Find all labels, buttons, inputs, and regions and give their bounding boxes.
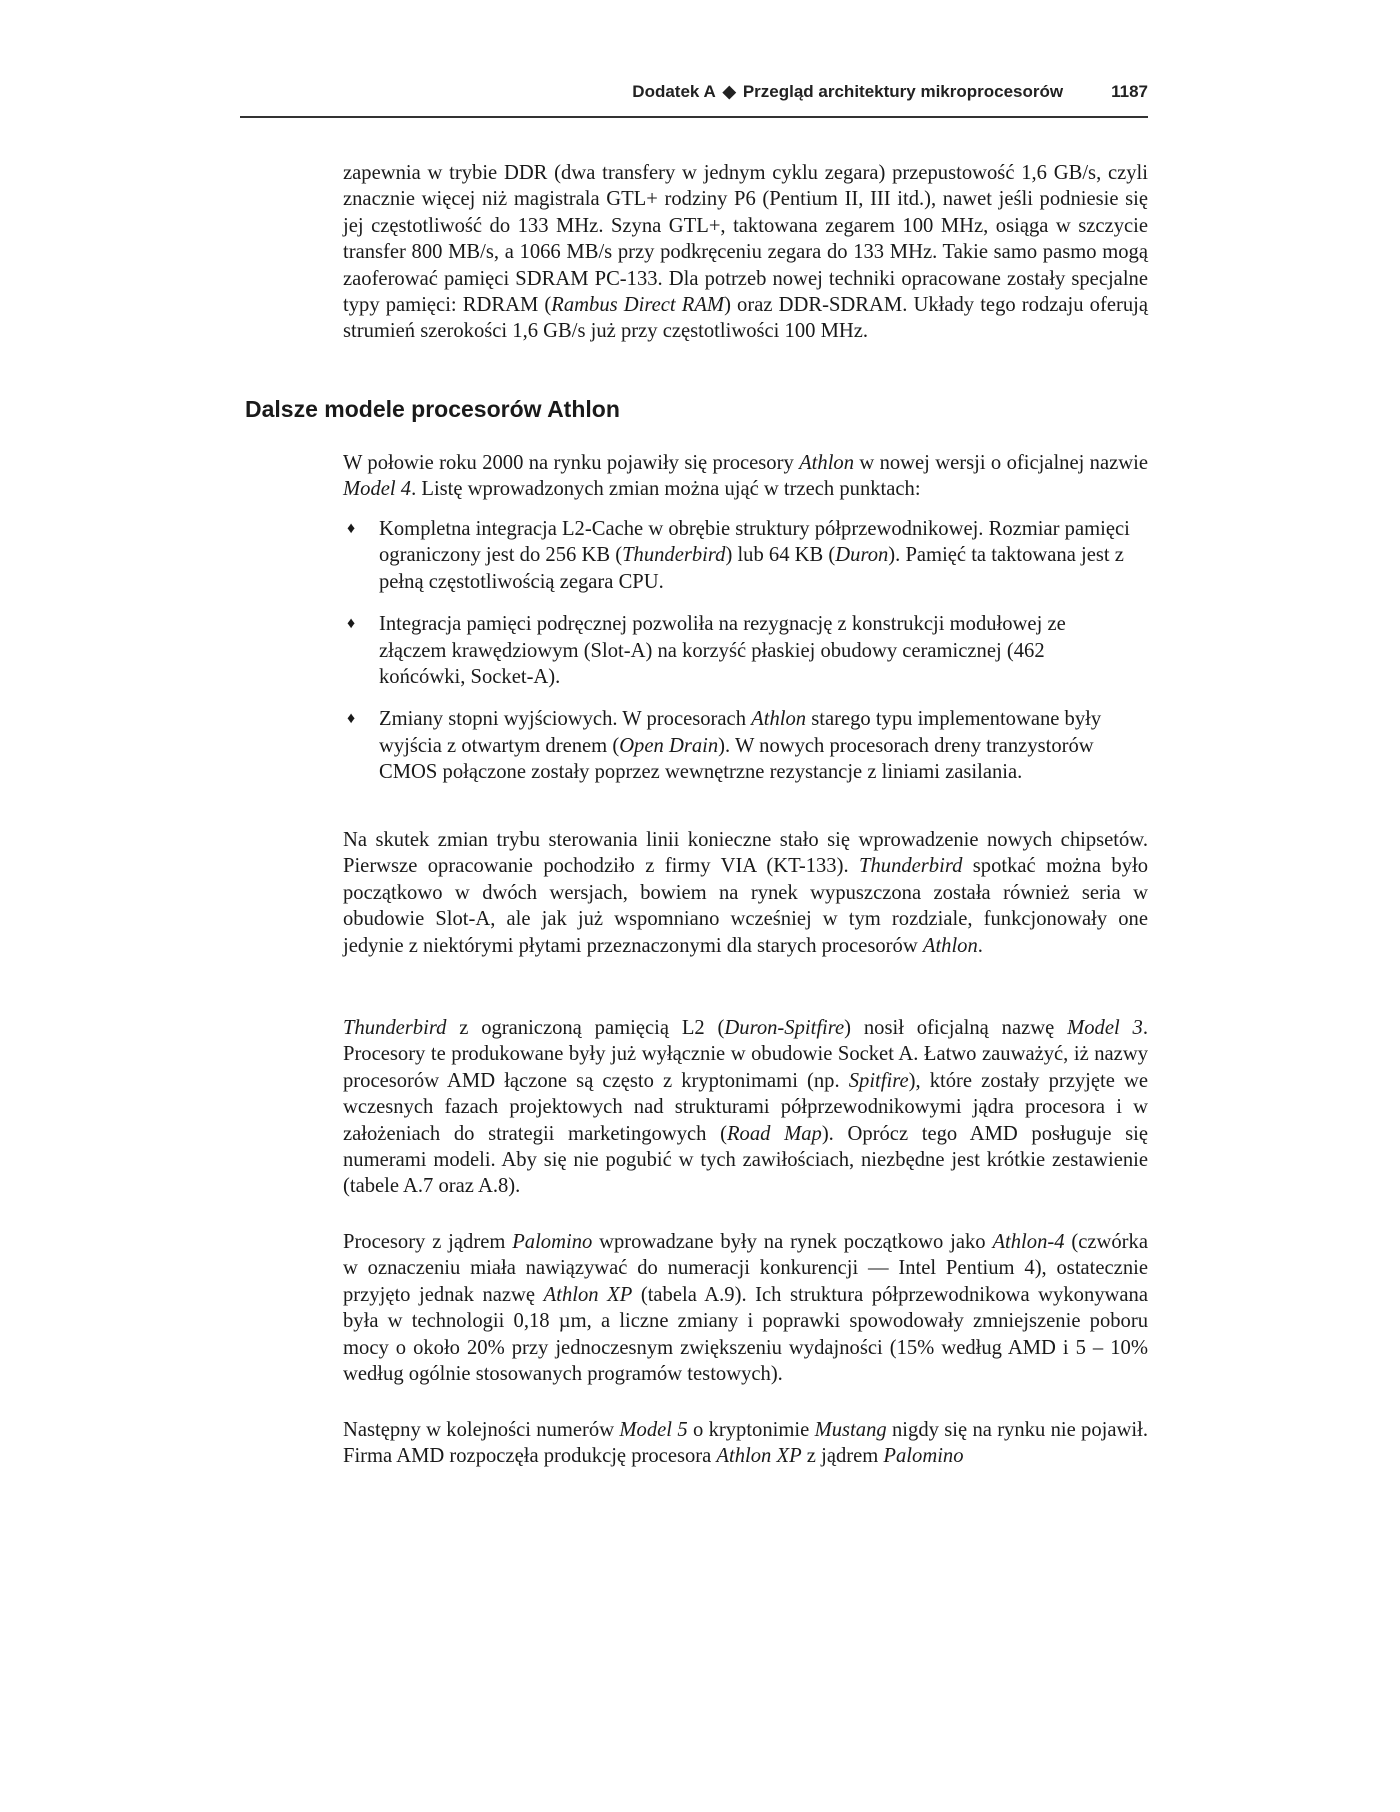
diamond-bullet-icon: ♦	[347, 710, 356, 728]
paragraph-4: Thunderbird z ograniczoną pamięcią L2 (Duron-Spitfire) nosił oficjalną nazwę Model 3. Procesory te produkowane były już wyłącznie w obudowie Socket A. Łatwo zauważyć, iż nazwy procesorów AMD łączone są często z kryptonimami (np. Spitfire), które zostały przyjęte we wczesnych fazach projektowych nad strukturami półprzewodnikowymi jądra procesora i w założeniach do strategii marketingowych (Road Map). Oprócz tego AMD posługuje się numerami modeli. Aby się nie pogubić w tych zawiłościach, niezbędne jest krótkie zestawienie (tabele A.7 oraz A.8).	[343, 1017, 1149, 1198]
section-heading: Dalsze modele procesorów Athlon	[245, 396, 620, 422]
header-title: Przegląd architektury mikroprocesorów	[742, 82, 1064, 101]
bullet-list	[343, 516, 1133, 802]
paragraph-6: Następny w kolejności numerów Model 5 o kryptonimie Mustang nigdy się na rynku nie pojawił. Firma AMD rozpoczęła produkcję procesora Athlon XP z jądrem Palomino	[343, 1419, 1148, 1468]
list-item: ♦ Kompletna integracja L2-Cache w obrębie struktury półprzewodnikowej. Rozmiar pamięci ograniczony jest do 256 KB (Thunderbird) lub 64 KB (Duron). Pamięć ta taktowana jest z pełną częstotliwością zegara CPU.	[343, 516, 1133, 595]
paragraph-3: Na skutek zmian trybu sterowania linii konieczne stało się wprowadzenie nowych chipsetów. Pierwsze opracowanie pochodziło z firmy VIA (KT-133). Thunderbird spotkać można było początkowo w dwóch wersjach, bowiem na rynek wypuszczona została również seria w obudowie Slot-A, ale jak już wspomniano wcześniej w tym rozdziale, funkcjonowały one jedynie z niektórymi płytami przeznaczonymi dla starych procesorów Athlon.	[343, 829, 1149, 957]
list-item: ♦ Integracja pamięci podręcznej pozwoliła na rezygnację z konstrukcji modułowej ze złączem krawędziowym (Slot-A) na korzyść płaskiej obudowy ceramicznej (462 końcówki, Socket-A).	[343, 611, 1133, 690]
list-item: ♦ Zmiany stopni wyjściowych. W procesorach Athlon starego typu implementowane były wyjścia z otwartym drenem (Open Drain). W nowych procesorach dreny tranzystorów CMOS połączone zostały poprzez wewnętrzne rezystancje z liniami zasilania.	[343, 706, 1133, 785]
running-header	[240, 82, 1148, 102]
paragraph-5: Procesory z jądrem Palomino wprowadzane były na rynek początkowo jako Athlon-4 (czwórka w oznaczeniu miała nawiązywać do numeracji konkurencji — Intel Pentium 4), ostatecznie przyjęto jednak nazwę Athlon XP (tabela A.9). Ich struktura półprzewodnikowa wykonywana była w technologii 0,18 µm, a liczne zmiany i poprawki spowodowały zmniejszenie poboru mocy o około 20% przy jednoczesnym zwiększeniu wydajności (15% według AMD i 5 – 10% według ogólnie stosowanych programów testowych).	[343, 1231, 1148, 1386]
header-rule	[240, 116, 1148, 118]
diamond-bullet-icon: ♦	[347, 615, 356, 633]
paragraph-2: W połowie roku 2000 na rynku pojawiły się procesory Athlon w nowej wersji o oficjalnej nazwie Model 4. Listę wprowadzonych zmian można ująć w trzech punktach:	[343, 452, 1148, 501]
header-chapter: Dodatek A	[632, 82, 716, 101]
page-number: 1187	[1111, 82, 1148, 101]
header-diamond-icon: ◆	[722, 82, 736, 101]
paragraph-1: zapewnia w trybie DDR (dwa transfery w jednym cyklu zegara) przepustowość 1,6 GB/s, czyli znacznie więcej niż magistrala GTL+ rodziny P6 (Pentium II, III itd.), nawet jeśli podniesie się jej częstotliwość do 133 MHz. Szyna GTL+, taktowana zegarem 100 MHz, osiąga w szczycie transfer 800 MB/s, a 1066 MB/s przy podkręceniu zegara do 133 MHz. Takie samo pasmo mogą zaoferować pamięci SDRAM PC-133. Dla potrzeb nowej techniki opracowane zostały specjalne typy pamięci: RDRAM (Rambus Direct RAM) oraz DDR-SDRAM. Układy tego rodzaju oferują strumień szerokości 1,6 GB/s już przy częstotliwości 100 MHz.	[343, 162, 1148, 343]
diamond-bullet-icon: ♦	[347, 520, 356, 537]
